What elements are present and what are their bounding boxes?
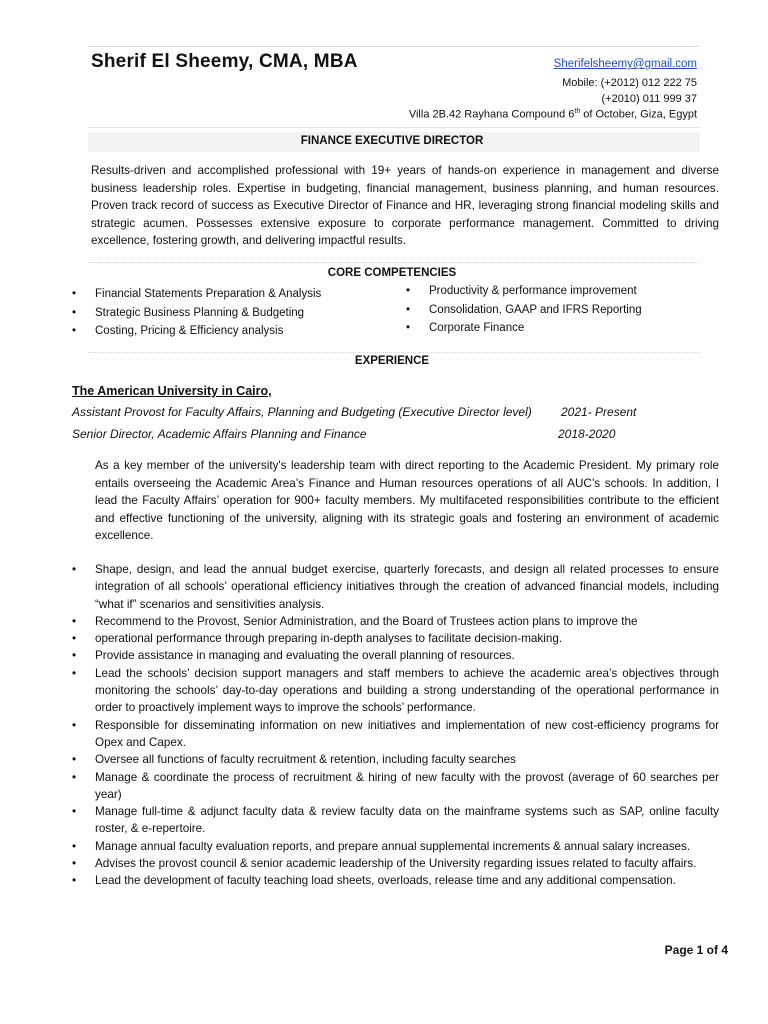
competencies-heading: CORE COMPETENCIES [327, 267, 457, 279]
role-description: As a key member of the university's leadership team with direct reporting to the Academic President. My primary role entails overseeing the Academic Area’s Finance and Human resources operations of all AUC’s schools. In addition, I lead the Faculty Affairs’ operation for 900+ faculty members. My multifaceted responsibilities contribute to the efficient and effective functioning of the university, aligning with its strategic goals and fostering an environment of academic excellence. [95, 459, 719, 542]
address-superscript: th [574, 108, 581, 115]
mobile-line-1: Mobile: (+2012) 012 222 75 [562, 77, 697, 89]
email-link[interactable]: Sherifelsheemy@gmail.com [553, 58, 697, 70]
list-item: • Advises the provost council & senior academic leadership of the University regarding issues related to faculty affairs. [72, 855, 719, 872]
address-text: Villa 2B.42 Rayhana Compound 6 [408, 108, 575, 121]
summary-divider [88, 262, 700, 263]
list-item: • Lead the development of faculty teaching load sheets, overloads, release time and any additional compensation. [72, 872, 719, 889]
list-item: • operational performance through preparing in-depth analyses to facilitate decision-making. [72, 630, 719, 647]
competency-item: • Consolidation, GAAP and IFRS Reporting [406, 301, 642, 320]
list-item: • Provide assistance in managing and evaluating the overall planning of resources. [72, 647, 719, 664]
summary-paragraph: Results-driven and accomplished professional with 19+ years of hands-on experience in management and diverse business leadership roles. Expertise in budgeting, financial management, business planning, and human resources. Proven track record of success as Executive Director of Finance and HR, leveraging strong financial modeling skills and strategic acumen. Possesses extensive exposure to corporate performance management. Committed to driving excellence, fostering growth, and delivering impactful results. [91, 164, 719, 247]
candidate-name: Sherif El Sheemy, CMA, MBA [91, 51, 358, 72]
list-item: • Manage full-time & adjunct faculty data & review faculty data on the mainframe systems such as SAP, online faculty roster, & e-repertoire. [72, 803, 719, 838]
competency-item: • Costing, Pricing & Efficiency analysis [72, 322, 321, 341]
competency-item: • Productivity & performance improvement [406, 282, 642, 301]
competencies-divider [88, 352, 700, 353]
list-item: • Oversee all functions of faculty recruitment & retention, including faculty searches [72, 751, 719, 768]
list-item: • Lead the schools’ decision support managers and staff members to achieve the academic area’s objectives through monitoring the schools’ day-to-day operations and building a strong understanding of the operational performance in order to proactively implement ways to improve the schools’ performance. [72, 665, 719, 717]
list-item: • Manage annual faculty evaluation reports, and prepare annual supplemental increments & annual salary increases. [72, 838, 719, 855]
role-dates: 2018-2020 [558, 427, 616, 441]
competencies-right-list [406, 282, 642, 338]
list-item: • Recommend to the Provost, Senior Administration, and the Board of Trustees action plans to improve the [72, 613, 719, 630]
job-title: FINANCE EXECUTIVE DIRECTOR [300, 135, 484, 147]
competency-item: • Strategic Business Planning & Budgeting [72, 304, 321, 323]
role-title: Senior Director, Academic Affairs Planning and Finance [72, 427, 367, 441]
role-dates: 2021- Present [561, 405, 637, 419]
list-item: • Shape, design, and lead the annual budget exercise, quarterly forecasts, and design all related processes to ensure integration of all schools’ operational efficiency initiatives through the creation of advanced financial models, including “what if” scenarios and sensitivities analysis. [72, 561, 719, 613]
competency-item: • Financial Statements Preparation & Analysis [72, 285, 321, 304]
mobile-line-2: (+2010) 011 999 37 [601, 93, 697, 105]
role-title: Assistant Provost for Faculty Affairs, Planning and Budgeting (Executive Director level) [72, 405, 532, 419]
address [409, 108, 697, 121]
address-text-end: of October, Giza, Egypt [580, 108, 697, 121]
list-item: • Manage & coordinate the process of recruitment & hiring of new faculty with the provost (average of 60 searches per year) [72, 769, 719, 804]
competency-item: • Corporate Finance [406, 319, 642, 338]
competencies-left-list [72, 285, 321, 341]
experience-heading: EXPERIENCE [354, 355, 430, 367]
page-number: Page 1 of 4 [664, 943, 728, 957]
header-rule [88, 127, 700, 128]
top-rule [88, 46, 700, 47]
list-item: • Responsible for disseminating information on new initiatives and implementation of new cost-efficiency programs for Opex and Capex. [72, 717, 719, 752]
organization-name: The American University in Cairo, [72, 384, 272, 398]
responsibilities-list [72, 561, 719, 890]
